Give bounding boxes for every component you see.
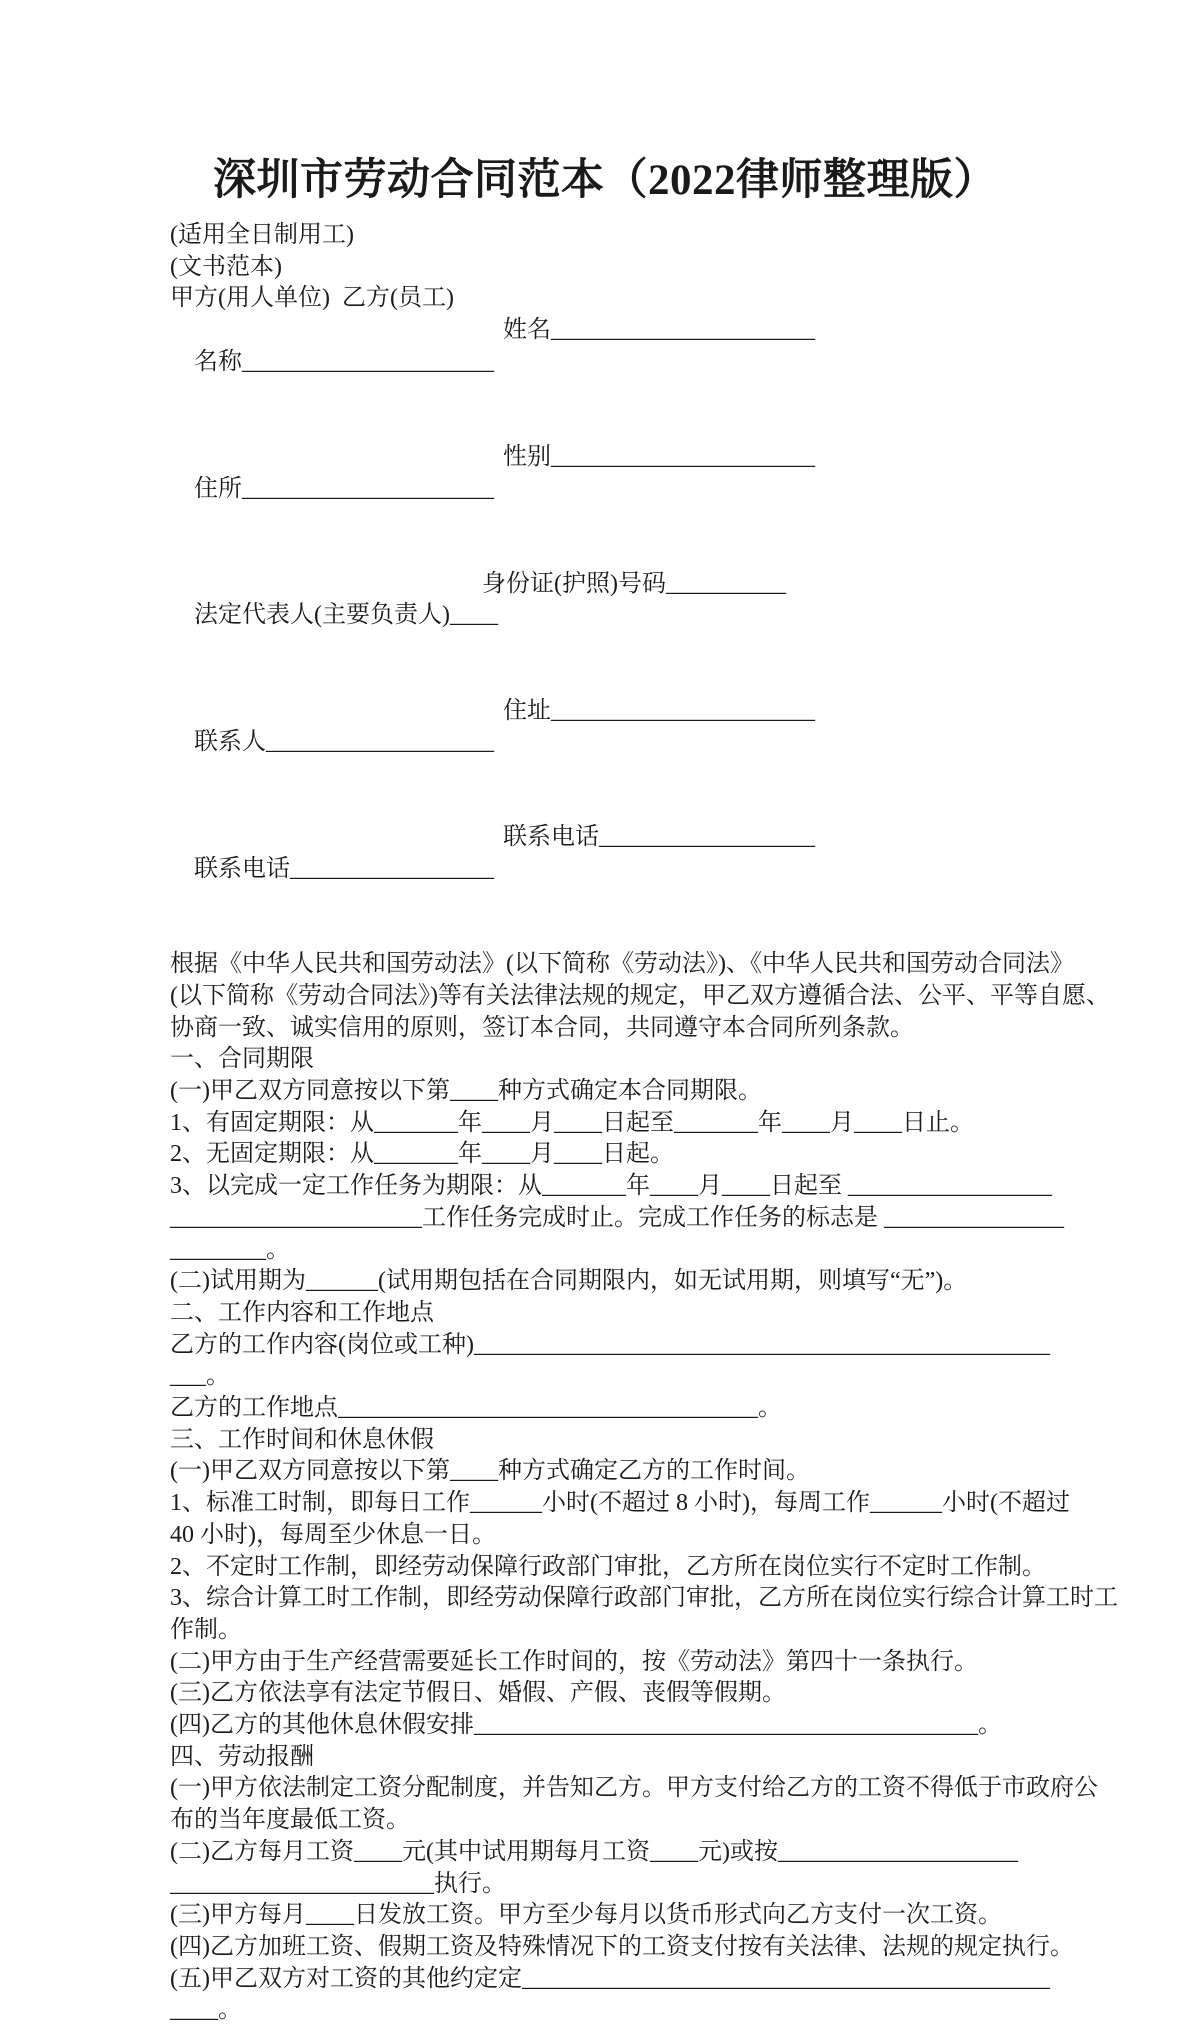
field-employer-phone: 联系电话_________________ — [194, 856, 494, 883]
clause-payday: (三)甲方每月____日发放工资。甲方至少每月以货币形式向乙方支付一次工资。 — [170, 1902, 1002, 1929]
clause-term-method: (一)甲乙双方同意按以下第____种方式确定本合同期限。 — [170, 1077, 762, 1104]
document-title: 深圳市劳动合同范本（2022律师整理版） — [213, 157, 997, 204]
clause-task-term-continued: ________。 — [170, 1236, 290, 1263]
clause-standard-hours-continued: 40 小时)，每周至少休息一日。 — [170, 1521, 496, 1548]
party-field-row-address — [170, 442, 1040, 569]
clause-wage-system-continued: 布的当年度最低工资。 — [170, 1807, 410, 1834]
clause-probation: (二)试用期为______(试用期包括在合同期限内，如无试用期，则填写“无”)。 — [170, 1268, 968, 1295]
clause-statutory-leave: (三)乙方依法享有法定节假日、婚假、产假、丧假等假期。 — [170, 1680, 786, 1707]
section-heading-term: 一、合同期限 — [170, 1046, 314, 1073]
field-employer-address: 住所_____________________ — [194, 475, 494, 502]
clause-flexible-hours: 2、不定时工作制，即经劳动保障行政部门审批，乙方所在岗位实行不定时工作制。 — [170, 1553, 1046, 1580]
doc-note-applicability: (适用全日制用工) — [170, 222, 354, 248]
clause-work-content: 乙方的工作内容(岗位或工种)________________________________________________ — [170, 1331, 1050, 1358]
section-heading-work-content: 二、工作内容和工作地点 — [170, 1299, 434, 1326]
party-field-row-representative — [170, 569, 1040, 696]
clause-work-location: 乙方的工作地点___________________________________。 — [170, 1395, 782, 1422]
party-field-row-name — [170, 315, 1040, 442]
clause-comprehensive-hours-continued: 作制。 — [170, 1616, 242, 1643]
clause-monthly-wage: (二)乙方每月工资____元(其中试用期每月工资____元)或按____________________ — [170, 1838, 1018, 1865]
clause-fixed-term: 1、有固定期限：从_______年____月____日起至_______年____月____日止。 — [170, 1109, 974, 1136]
clause-wage-system: (一)甲方依法制定工资分配制度，并告知乙方。甲方支付给乙方的工资不得低于市政府公 — [170, 1775, 1098, 1802]
clause-standard-hours: 1、标准工时制，即每日工作______小时(不超过 8 小时)，每周工作______小时(不超过 — [170, 1490, 1070, 1517]
clause-other-rest: (四)乙方的其他休息休假安排__________________________________________。 — [170, 1712, 1002, 1739]
field-employer-contact: 联系人___________________ — [194, 729, 494, 756]
field-id-number: 身份证(护照)号码__________ — [482, 570, 786, 597]
clause-hours-method: (一)甲乙双方同意按以下第____种方式确定乙方的工作时间。 — [170, 1458, 810, 1485]
clause-comprehensive-hours: 3、综合计算工时工作制，即经劳动保障行政部门审批，乙方所在岗位实行综合计算工时工 — [170, 1585, 1118, 1612]
clause-overtime: (二)甲方由于生产经营需要延长工作时间的，按《劳动法》第四十一条执行。 — [170, 1648, 978, 1675]
field-employee-residence: 住址______________________ — [503, 697, 815, 724]
field-employer-name: 名称_____________________ — [194, 348, 494, 375]
clause-overtime-pay: (四)乙方加班工资、假期工资及特殊情况下的工资支付按有关法律、法规的规定执行。 — [170, 1933, 1074, 1960]
field-employee-gender: 性别______________________ — [503, 443, 815, 470]
field-legal-representative: 法定代表人(主要负责人)____ — [194, 602, 498, 629]
clause-task-term: 3、以完成一定工作任务为期限：从_______年____月____日起至 _________________ — [170, 1173, 1052, 1200]
preamble-line: (以下简称《劳动合同法》)等有关法律法规的规定，甲乙双方遵循合法、公平、平等自愿、 — [170, 982, 1110, 1009]
party-field-row-phone — [170, 822, 1040, 949]
clause-open-term: 2、无固定期限：从_______年____月____日起。 — [170, 1141, 674, 1168]
clause-other-wage-agreement: (五)甲乙双方对工资的其他约定定____________________________________________ — [170, 1965, 1050, 1992]
clause-monthly-wage-continued: ______________________执行。 — [170, 1870, 506, 1897]
parties-header: 甲方(用人单位) 乙方(员工) — [170, 285, 454, 312]
clause-work-content-continued: ___。 — [170, 1363, 230, 1390]
clause-task-term-continued: _____________________工作任务完成时止。完成工作任务的标志是 _______________ — [170, 1204, 1064, 1231]
preamble-line: 协商一致、诚实信用的原则，签订本合同，共同遵守本合同所列条款。 — [170, 1014, 914, 1041]
section-heading-remuneration: 四、劳动报酬 — [170, 1743, 314, 1770]
field-employee-name: 姓名______________________ — [503, 317, 815, 344]
party-field-row-contact — [170, 696, 1040, 823]
doc-note-template-type: (文书范本) — [170, 253, 282, 280]
preamble-line: 根据《中华人民共和国劳动法》(以下简称《劳动法》)、《中华人民共和国劳动合同法》 — [170, 951, 1074, 978]
field-employee-phone: 联系电话__________________ — [503, 824, 815, 851]
clause-other-wage-agreement-continued: ____。 — [170, 1997, 242, 2024]
section-heading-working-hours: 三、工作时间和休息休假 — [170, 1426, 434, 1453]
